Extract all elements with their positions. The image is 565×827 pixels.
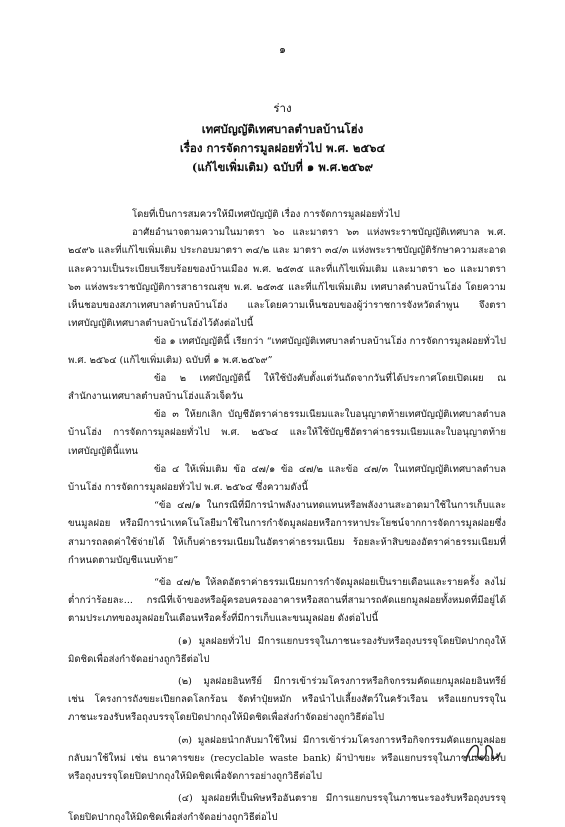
list-item: (๓) มูลฝอยนำกลับมาใช้ใหม่ มีการเข้าร่วมโครงการหรือกิจกรรมคัดแยกมูลฝอยกลับมาใช้ใหม่ เช่น ธนาคารขยะ (recyclable waste bank) ผ้าป่าขยะ หรือแยกบรรจุในภาชนะรองรับหรือถุงบรรจุโดยปิดปากถุงให้มิดชิดเพื่อจัดการอย่างถูกวิธีต่อไป xyxy=(68,734,506,783)
title-line-1: เทศบัญญัติเทศบาลตำบลบ้านโฮ่ง xyxy=(201,122,364,136)
clause-3: ข้อ ๓ ให้ยกเลิก บัญชีอัตราค่าธรรมเนียมและใบอนุญาตท้ายเทศบัญญัติเทศบาลตำบลบ้านโฮ่ง การจัดการมูลฝอยทั่วไป พ.ศ. ๒๕๖๔ และให้ใช้บัญชีอัตราค่าธรรมเนียมและใบอนุญาตท้ายเทศบัญญัตินี้แทน xyxy=(68,409,506,457)
list-item: (๑) มูลฝอยทั่วไป มีการแยกบรรจุในภาชนะรองรับหรือถุงบรรจุโดยปิดปากถุงให้มิดชิดเพื่อส่งกำจัดอย่างถูกวิธีต่อไป xyxy=(68,635,506,665)
title-line-3: (แก้ไขเพิ่มเติม) ฉบับที่ ๑ พ.ศ.๒๕๖๙ xyxy=(191,160,374,174)
clause-47-2: “ข้อ ๔๗/๒ ให้ลดอัตราค่าธรรมเนียมการกำจัดมูลฝอยเป็นรายเดือนและรายครั้ง ลงไม่ต่ำกว่าร้อยละ... กรณีที่เจ้าของหรือผู้ครอบครองอาคารหรือสถานที่สามารถคัดแยกมูลฝอยทั้งหมดที่มีอยู่ได้ตามประเภทของมูลฝอยในเดือนหรือครั้งที่มีการเก็บและขนมูลฝอย ดังต่อไปนี้ xyxy=(68,577,506,625)
authority-paragraph: อาศัยอำนาจตามความในมาตรา ๖๐ และมาตรา ๖๓ แห่งพระราชบัญญัติเทศบาล พ.ศ. ๒๔๙๖ และที่แก้ไขเพิ่มเติม ประกอบมาตรา ๓๔/๒ และ มาตรา ๓๔/๓ แห่งพระราชบัญญัติรักษาความสะอาดและความเป็นระเบียบเรียบร้อยของบ้านเมือง พ.ศ. ๒๕๓๕ และที่แก้ไขเพิ่มเติม และมาตรา ๒๐ และมาตรา ๖๓ แห่งพระราชบัญญัติการสาธารณสุข พ.ศ. ๒๕๓๕ และที่แก้ไขเพิ่มเติม เทศบาลตำบลบ้านโฮ่ง โดยความเห็นชอบของสภาเทศบาลตำบลบ้านโฮ่ง และโดยความเห็นชอบของผู้ว่าราชการจังหวัดลำพูน จึงตราเทศบัญญัติเทศบาลตำบลบ้านโฮ่งไว้ดังต่อไปนี้ xyxy=(68,227,506,330)
clause-1: ข้อ ๑ เทศบัญญัตินี้ เรียกว่า “เทศบัญญัติเทศบาลตำบลบ้านโฮ่ง การจัดการมูลฝอยทั่วไป พ.ศ. ๒๕๖๔ (แก้ไขเพิ่มเติม) ฉบับที่ ๑ พ.ศ.๒๕๖๙” xyxy=(68,336,506,366)
title-line-2: เรื่อง การจัดการมูลฝอยทั่วไป พ.ศ. ๒๕๖๔ xyxy=(179,141,386,155)
clause-47-1: “ข้อ ๔๗/๑ ในกรณีที่มีการนำพลังงานทดแทนหรือพลังงานสะอาดมาใช้ในการเก็บและขนมูลฝอย หรือมีการนำเทคโนโลยีมาใช้ในการกำจัดมูลฝอยหรือการหาประโยชน์จากการจัดการมูลฝอยซึ่งสามารถลดค่าใช้จ่ายได้ ให้เก็บค่าธรรมเนียมในอัตราค่าธรรมเนียม ร้อยละห้าสิบของอัตราค่าธรรมเนียมที่กำหนดตามบัญชีแนบท้าย” xyxy=(68,500,506,566)
clause-2: ข้อ ๒ เทศบัญญัตินี้ ให้ใช้บังคับตั้งแต่วันถัดจากวันที่ได้ประกาศโดยเปิดเผย ณ สำนักงานเทศบาลตำบลบ้านโฮ่งแล้วเจ็ดวัน xyxy=(68,372,506,403)
preamble-paragraph: โดยที่เป็นการสมควรให้มีเทศบัญญัติ เรื่อง การจัดการมูลฝอยทั่วไป xyxy=(132,209,400,220)
draft-label: ร่าง xyxy=(273,101,292,115)
signature-mark xyxy=(462,735,504,769)
document-body xyxy=(68,206,506,827)
clause-4: ข้อ ๔ ให้เพิ่มเติม ข้อ ๔๗/๑ ข้อ ๔๗/๒ และข้อ ๔๗/๓ ในเทศบัญญัติเทศบาลตำบลบ้านโฮ่ง การจัดการมูลฝอยทั่วไป พ.ศ. ๒๕๖๔ ซึ่งความดังนี้ xyxy=(68,463,506,494)
list-item: (๒) มูลฝอยอินทรีย์ มีการเข้าร่วมโครงการหรือกิจกรรมคัดแยกมูลฝอยอินทรีย์ เช่น โครงการถังขยะเปียกลดโลกร้อน จัดทำปุ๋ยหมัก หรือนำไปเลี้ยงสัตว์ในครัวเรือน หรือแยกบรรจุในภาชนะรองรับหรือถุงบรรจุโดยปิดปากถุงให้มิดชิดเพื่อส่งกำจัดอย่างถูกวิธีต่อไป xyxy=(68,676,506,724)
document-header xyxy=(0,99,565,177)
page-number: ๑ xyxy=(279,43,286,56)
list-item: (๔) มูลฝอยที่เป็นพิษหรืออันตราย มีการแยกบรรจุในภาชนะรองรับหรือถุงบรรจุโดยปิดปากถุงให้มิดชิดเพื่อส่งกำจัดอย่างถูกวิธีต่อไป xyxy=(68,793,506,823)
